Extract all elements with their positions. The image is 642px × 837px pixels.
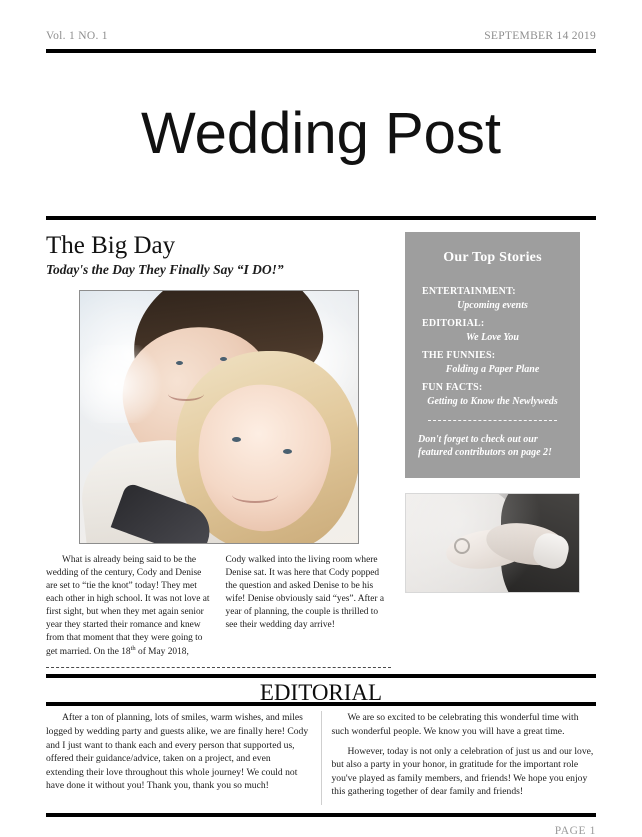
top-story-category: FUN FACTS: [422,381,483,393]
feature-paragraph-one-text: What is already being said to be the wedding of the century, Cody and Denise are set to “tie the knot” today! They met each other in high school. It was not love at first sight, but when they met again senior year they started their romance and knew from that moment that they were going to get married. On the 18 [46,555,210,658]
holding-hands-photo [405,493,580,593]
sidebar-dashed-divider [428,420,557,421]
page-footer [46,817,596,837]
top-story-item[interactable] [418,382,567,408]
editorial-paragraph-right-one: We are so excited to be celebrating this wonderful time with such wonderful people. We know you will have a great time. [331,712,579,737]
top-story-name: We Love You [466,331,519,343]
top-stories-panel [405,232,580,478]
top-story-name: Getting to Know the Newlyweds [427,395,558,407]
masthead-meta [46,0,596,42]
sidebar-title: Our Top Stories [443,249,542,265]
sidebar-column [405,232,580,669]
main-content [46,232,596,669]
feature-paragraph-one [46,554,212,659]
top-story-item[interactable] [418,318,567,344]
masthead-bottom-rule [46,216,596,220]
feature-column [46,232,405,669]
top-story-item[interactable] [418,286,567,312]
paper-title: Wedding Post [140,100,502,166]
photo-highlight-left [79,345,164,423]
top-story-category: ENTERTAINMENT: [422,285,516,297]
masthead-top-rule [46,49,596,53]
top-story-name: Upcoming events [457,299,528,311]
feature-dashed-divider [46,667,391,668]
top-story-category: THE FUNNIES: [422,349,496,361]
couple-selfie-photo [79,290,359,544]
feature-paragraph-one-tail: of May 2018, [135,647,189,658]
volume-label: Vol. 1 NO. 1 [46,30,108,42]
top-story-item[interactable] [418,350,567,376]
feature-paragraph-two: Cody walked into the living room where Denise sat. It was here that Cody popped the question and asked Denise to be his wife! Denise obviously said “yes”. After a year of planning, the couple is thrilled to see their wedding day arrive! [225,555,385,631]
feature-headline: The Big Day [46,231,176,259]
editorial-title: EDITORIAL [259,680,383,706]
editorial-paragraph-right-two: However, today is not only a celebration of just us and our love, but also a party in your honor, in gratitude for the important role you've played as family members, and friends! We hope you enjoy this gathering together of dear family and friends! [331,745,594,798]
feature-article-column-one [46,554,212,659]
editorial-column-right [322,711,597,805]
issue-date-label: SEPTEMBER 14 2019 [484,30,596,42]
editorial-title-band [46,678,596,708]
feature-subheadline: Today's the Day They Finally Say “I DO!” [46,262,284,278]
editorial-column-left [46,711,322,805]
page-number-label: PAGE 1 [554,824,596,837]
feature-article-column-two [226,554,392,659]
editorial-section [46,674,596,805]
editorial-paragraph-left: After a ton of planning, lots of smiles, warm wishes, and miles logged by wedding party and guests alike, we are finally here! Cody and I just want to thank each and every person that supported us, offered their guidance/advice, taken on a project, and even extending their love throughout this whole journey! We could not have done it without you! Thank you, thank you so much! [46,712,309,792]
editorial-columns [46,711,596,805]
top-story-category: EDITORIAL: [422,317,485,329]
sidebar-contributors-note: Don't forget to check out our featured contributors on page 2! [418,433,552,459]
feature-article-columns [46,554,391,659]
hands-photo-softlight [406,494,579,592]
date-ordinal-suffix: th [130,645,136,653]
top-story-name: Folding a Paper Plane [445,363,540,375]
